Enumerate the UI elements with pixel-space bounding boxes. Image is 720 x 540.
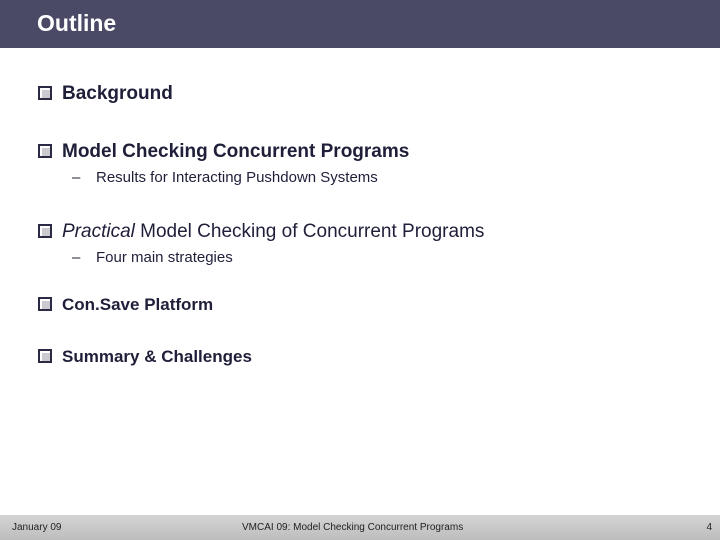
bullet-label: Con.Save Platform xyxy=(62,295,214,314)
page-number: 4 xyxy=(706,522,712,533)
dash: – xyxy=(72,169,81,186)
slide-title: Outline xyxy=(37,10,117,36)
bullet-background xyxy=(38,83,173,105)
bullet-consave-platform xyxy=(38,295,213,315)
bullet-label: Background xyxy=(62,83,173,104)
checkbox-bullet-icon xyxy=(38,297,53,312)
bullet-label: Summary & Challenges xyxy=(62,347,252,366)
bullet-practical-model-checking xyxy=(38,221,484,243)
bullet-label: Model Checking Concurrent Programs xyxy=(62,141,410,162)
checkbox-bullet-icon xyxy=(38,144,53,159)
checkbox-bullet-icon xyxy=(38,86,53,101)
title-bar xyxy=(0,0,720,48)
dash: – xyxy=(72,249,81,266)
sub-bullet-label: Four main strategies xyxy=(96,249,233,266)
bullet-label: Model Checking of Concurrent Programs xyxy=(134,221,485,242)
footer-bar xyxy=(0,515,720,540)
footer-title: VMCAI 09: Model Checking Concurrent Programs xyxy=(242,522,464,533)
sub-bullet-pushdown xyxy=(72,169,378,186)
checkbox-bullet-icon xyxy=(38,349,53,364)
bullet-italic-label: Practical xyxy=(62,221,135,242)
bullet-model-checking xyxy=(38,141,409,163)
checkbox-bullet-icon xyxy=(38,224,53,239)
sub-bullet-label: Results for Interacting Pushdown Systems xyxy=(96,169,378,186)
footer-date: January 09 xyxy=(12,522,62,533)
bullet-summary-challenges xyxy=(38,347,252,367)
sub-bullet-strategies xyxy=(72,249,233,266)
